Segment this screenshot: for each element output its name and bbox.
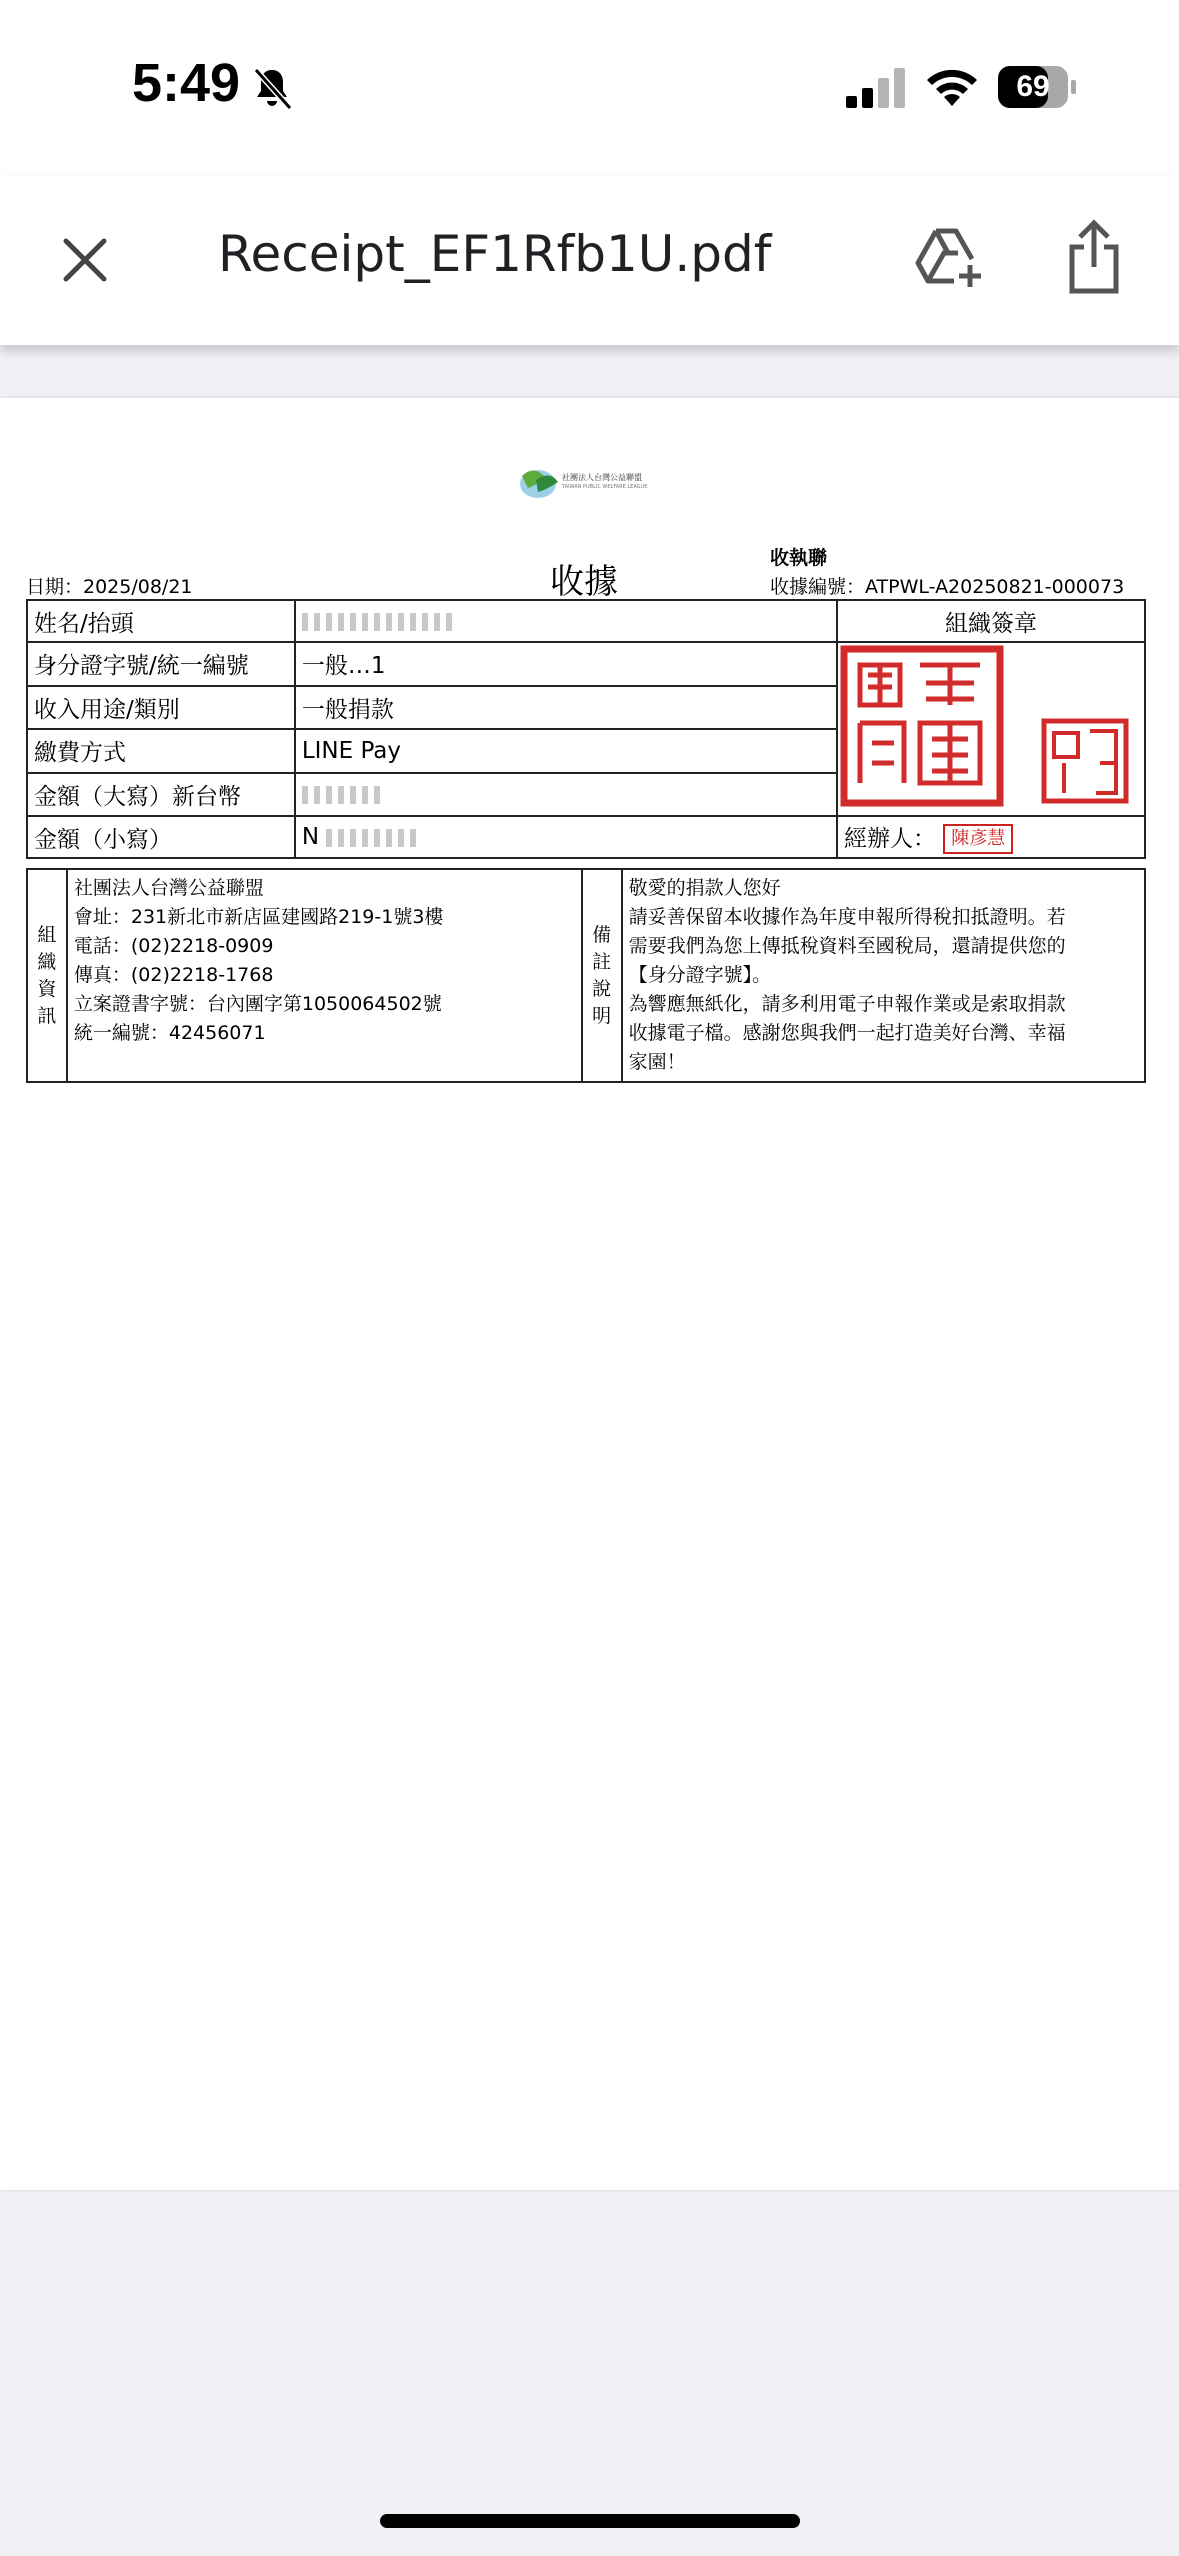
status-time: 5:49 xyxy=(132,53,241,113)
wifi-icon xyxy=(924,62,980,108)
handler-cell xyxy=(837,816,1145,858)
org-tax-id: 統一編號：42456071 xyxy=(73,1022,266,1044)
note-line: 需要我們為您上傳抵稅資料至國稅局，還請提供您的 xyxy=(628,935,1066,957)
redacted-amount-words xyxy=(302,786,382,804)
organization-seal-cell xyxy=(837,642,1145,816)
table-row xyxy=(27,642,1145,686)
note-line: 敬愛的捐款人您好 xyxy=(628,877,781,899)
org-name: 社團法人台灣公益聯盟 xyxy=(73,877,264,899)
row-label: 金額（小寫） xyxy=(27,816,295,858)
receipt-copy-label: 收執聯 xyxy=(770,547,828,569)
row-value: LINE Pay xyxy=(295,729,837,773)
redacted-amount xyxy=(326,829,416,847)
org-fax: 傳真：(02)2218-1768 xyxy=(73,964,274,986)
handler-seal: 陳彥慧 xyxy=(943,824,1013,854)
row-label: 繳費方式 xyxy=(27,729,295,773)
org-info-vertical-label: 組織資訊 xyxy=(27,869,67,1082)
table-row xyxy=(27,816,1145,858)
org-phone: 電話：(02)2218-0909 xyxy=(73,935,274,957)
status-bar xyxy=(0,0,1179,175)
receipt-number: 收據編號：ATPWL-A20250821-000073 xyxy=(770,576,1125,598)
home-indicator[interactable] xyxy=(380,2514,800,2528)
note-line: 為響應無紙化，請多利用電子申報作業或是索取捐款 xyxy=(628,993,1066,1015)
redacted-name xyxy=(302,613,452,631)
handler-label: 經辦人： xyxy=(843,825,936,852)
receipt-table xyxy=(26,599,1146,859)
notes-vertical-label: 備註說明 xyxy=(582,869,622,1082)
receipt-date: 日期：2025/08/21 xyxy=(26,576,193,598)
organization-logo: 社團法人台灣公益聯盟 TAIWAN PUBLIC WELFARE LEAGUE xyxy=(516,462,656,502)
note-line: 【身分證字號】。 xyxy=(628,964,772,986)
note-line: 收據電子檔。感謝您與我們一起打造美好台灣、幸福 xyxy=(628,1022,1066,1044)
table-row xyxy=(27,600,1145,642)
row-value: 一般捐款 xyxy=(295,686,837,730)
bell-off-icon xyxy=(248,64,296,112)
dove-logo-icon xyxy=(516,462,560,502)
row-value: N xyxy=(295,816,837,858)
org-registration: 立案證書字號：台內團字第1050064502號 xyxy=(73,993,442,1015)
document-title: Receipt_EF1Rfb1U.pdf xyxy=(218,225,772,283)
battery-level: 69 xyxy=(1016,70,1050,103)
row-label: 收入用途/類別 xyxy=(27,686,295,730)
row-value xyxy=(295,773,837,817)
seal-header: 組織簽章 xyxy=(837,600,1145,642)
receipt-title: 收據 xyxy=(550,562,618,602)
pdf-page xyxy=(0,398,1179,2190)
close-icon[interactable] xyxy=(56,231,114,289)
row-label: 姓名/抬頭 xyxy=(27,600,295,642)
drive-add-icon[interactable] xyxy=(914,225,988,289)
share-icon[interactable] xyxy=(1066,219,1122,295)
organization-seal-image xyxy=(838,643,1144,809)
table-row xyxy=(27,869,1145,1082)
row-value xyxy=(295,600,837,642)
org-address: 會址：231新北市新店區建國路219-1號3樓 xyxy=(73,906,444,928)
signal-icon xyxy=(846,68,908,108)
row-label: 金額（大寫）新台幣 xyxy=(27,773,295,817)
org-info-cell xyxy=(67,869,582,1082)
row-label: 身分證字號/統一編號 xyxy=(27,642,295,686)
row-value: 一般…1 xyxy=(295,642,837,686)
notes-cell xyxy=(622,869,1145,1082)
viewer-toolbar xyxy=(0,175,1179,345)
note-line: 家園！ xyxy=(628,1051,686,1073)
note-line: 請妥善保留本收據作為年度申報所得稅扣抵證明。若 xyxy=(628,906,1066,928)
info-table xyxy=(26,868,1146,1083)
